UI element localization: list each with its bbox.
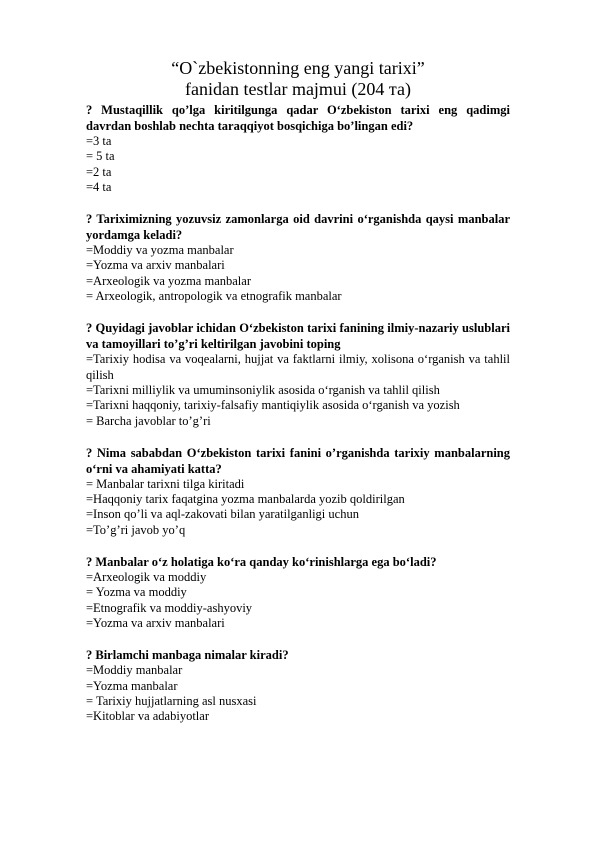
answer-option: = Yozma va moddiy	[86, 585, 187, 600]
question-text: ? Nima sababdan O‘zbekiston tarixi fanini o’rganishda tarixiy manbalarning o‘rni va ahamiyati katta?	[86, 445, 510, 476]
answer-option: =2 ta	[86, 164, 112, 179]
answer-option: =Inson qo’li va aql-zakovati bilan yaratilganligi uchun	[86, 507, 359, 522]
question-block-4	[86, 445, 510, 538]
answer-option: = Manbalar tarixni tilga kiritadi	[86, 476, 245, 491]
document-title	[0, 58, 596, 100]
answer-option: =Etnografik va moddiy-ashyoviy	[86, 600, 253, 615]
title-line-1: “O`zbekistonning eng yangi tarixi”	[171, 58, 425, 78]
answer-option: =Yozma manbalar	[86, 678, 178, 693]
answer-option: =Haqqoniy tarix faqatgina yozma manbalarda yozib qoldirilgan	[86, 492, 405, 507]
answer-option: =Kitoblar va adabiyotlar	[86, 709, 209, 724]
answer-option: =To’g’ri javob yo’q	[86, 522, 186, 537]
answer-option: =Tarixiy hodisa va voqealarni, hujjat va faktlarni ilmiy, xolisona o‘rganish va tahlil qilish	[86, 352, 510, 382]
question-text: ? Birlamchi manbaga nimalar kiradi?	[86, 648, 289, 663]
answer-option: =4 ta	[86, 179, 112, 194]
answer-option: =Moddiy manbalar	[86, 663, 183, 678]
question-block-2	[86, 211, 510, 304]
question-text: ? Manbalar o‘z holatiga ko‘ra qanday ko‘rinishlarga ega bo‘ladi?	[86, 555, 437, 570]
question-text: ? Quyidagi javoblar ichidan O‘zbekiston tarixi fanining ilmiy-nazariy uslublari va tamoyillari to’g’ri keltirilgan javobini toping	[86, 321, 510, 352]
answer-option: =Tarixni milliylik va umuminsoniylik asosida o‘rganish va tahlil qilish	[86, 382, 440, 397]
answer-option: = Tarixiy hujjatlarning asl nusxasi	[86, 693, 257, 708]
question-text: ? Tariximizning yozuvsiz zamonlarga oid davrini o‘rganishda qaysi manbalar yordamga keladi?	[86, 212, 510, 243]
answer-option: =Yozma va arxiv manbalari	[86, 258, 225, 273]
answer-option: =Arxeologik va moddiy	[86, 570, 207, 585]
question-block-1	[86, 102, 510, 195]
question-block-3	[86, 320, 510, 428]
answer-option: =Moddiy va yozma manbalar	[86, 243, 234, 258]
question-list	[86, 102, 510, 740]
answer-option: =Arxeologik va yozma manbalar	[86, 273, 251, 288]
answer-option: = Arxeologik, antropologik va etnografik manbalar	[86, 289, 342, 304]
answer-option: =3 ta	[86, 134, 112, 148]
question-block-6	[86, 647, 510, 724]
answer-option: =Yozma va arxiv manbalari	[86, 615, 225, 630]
answer-option: =Tarixni haqqoniy, tarixiy-falsafiy mantiqiylik asosida o‘rganish va yozish	[86, 398, 460, 413]
question-text: ? Mustaqillik qo’lga kiritilgunga qadar O‘zbekiston tarixi eng qadimgi davrdan boshlab nechta taraqqiyot bosqichiga bo’lingan edi?	[86, 103, 510, 133]
answer-option: = Barcha javoblar to’g’ri	[86, 413, 211, 428]
title-line-2: fanidan testlar majmui (204 та)	[184, 79, 411, 99]
answer-option: = 5 ta	[86, 149, 115, 164]
question-block-5	[86, 554, 510, 631]
